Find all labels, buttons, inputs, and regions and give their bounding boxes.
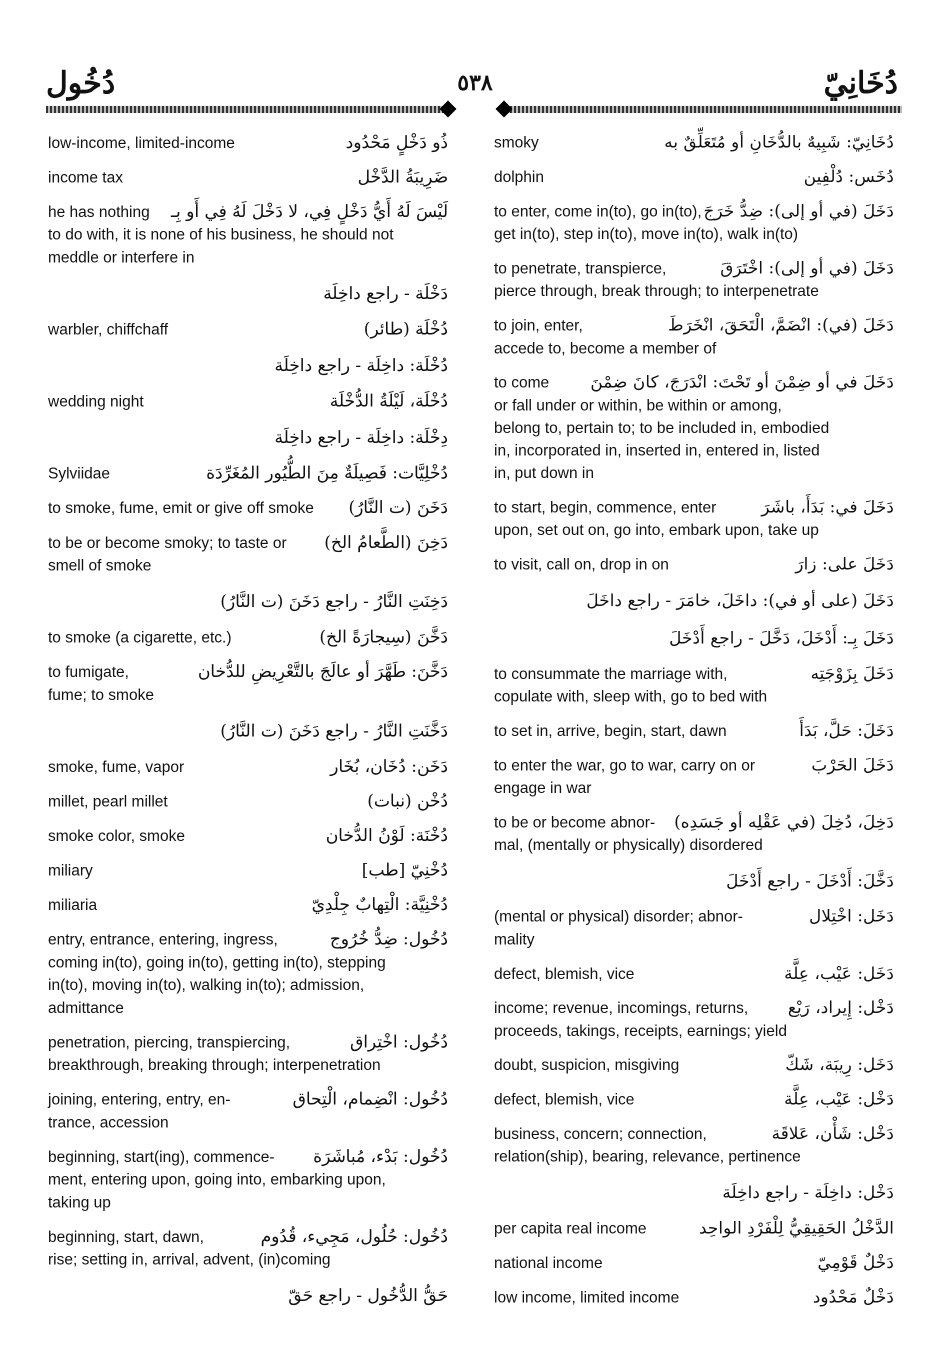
english-definition-line: proceeds, takings, receipts, earnings; yield bbox=[494, 1023, 787, 1040]
english-definition-line: penetration, piercing, transpiercing, bbox=[48, 1034, 291, 1052]
english-definition-line: entry, entrance, entering, ingress, bbox=[48, 931, 278, 949]
english-definition-line: smell of smoke bbox=[48, 557, 152, 575]
dictionary-entry bbox=[494, 554, 894, 577]
arabic-headword: ذُو دَخْلٍ مَحْدُود bbox=[345, 132, 448, 153]
english-definition-line: to enter, come in(to), go in(to), bbox=[494, 203, 702, 221]
dictionary-entry bbox=[48, 1032, 448, 1077]
arabic-headword: دُخْنِيّ [طب] bbox=[361, 860, 448, 881]
dictionary-entry bbox=[48, 532, 448, 577]
arabic-headword: دَخَنَ (ت النَّارُ) bbox=[348, 498, 448, 519]
header-left-word: دُخُول bbox=[46, 66, 116, 101]
english-definition-line: low income, limited income bbox=[494, 1289, 680, 1307]
dictionary-entry bbox=[494, 201, 894, 246]
english-definition-line: doubt, suspicion, misgiving bbox=[494, 1057, 680, 1075]
english-definition-line: to consummate the marriage with, bbox=[494, 666, 728, 683]
english-definition-line: meddle or interfere in bbox=[48, 249, 195, 267]
arabic-headword: الدَّخْلُ الحَقِيقِيُّ لِلْفَرْدِ الواحِد bbox=[699, 1218, 894, 1239]
english-definition-line: beginning, start, dawn, bbox=[48, 1229, 204, 1246]
dictionary-entry bbox=[494, 1054, 894, 1077]
english-definition-line: wedding night bbox=[48, 393, 144, 411]
arabic-headword: دُخُول: ضِدُّ خُرُوج bbox=[329, 929, 448, 950]
arabic-headword: دَخَّنَ: طَهَّرَ أو عالَجَ بالتَّعْرِيضِ للدُّخان bbox=[197, 662, 448, 683]
arabic-headword: دَخْلٌ قَوْمِيّ bbox=[817, 1253, 894, 1273]
arabic-headword: دُخُول: اخْتِراق bbox=[350, 1032, 448, 1053]
arabic-headword: دَخَلَ على: زارَ bbox=[795, 554, 894, 575]
english-definition-line: upon, set out on, go into, embark upon, take up bbox=[494, 522, 819, 540]
arabic-headword: دُخْلَة (طائر) bbox=[363, 319, 448, 340]
dictionary-entry bbox=[494, 963, 894, 986]
dictionary-entry bbox=[494, 997, 894, 1042]
english-definition-line: to enter the war, go to war, carry on or bbox=[494, 757, 756, 775]
arabic-headword: دَخَلَ الحَرْبَ bbox=[811, 755, 894, 776]
arabic-headword: دُخُول: انْضِمام، الْتِحاق bbox=[292, 1089, 448, 1110]
dictionary-entry bbox=[48, 929, 448, 1020]
dictionary-entry bbox=[48, 1146, 448, 1214]
page-number: ٥٣٨ bbox=[457, 70, 493, 96]
english-definition-line: to be or become smoky; to taste or bbox=[48, 534, 287, 552]
english-definition-line: to be or become abnor- bbox=[494, 814, 656, 832]
english-definition-line: (mental or physical) disorder; abnor- bbox=[494, 908, 743, 926]
arabic-headword: دَخِلَ، دُخِلَ (في عَقْلِه أو جَسَدِه) bbox=[674, 812, 894, 833]
cross-reference-entry: دَخَّلَ: أَدْخَلَ - راجع أَدْخَلَ bbox=[726, 871, 894, 892]
arabic-headword: دَخَن: دُخَان، بُخَار bbox=[330, 757, 448, 777]
english-definition-line: in, put down in bbox=[494, 465, 594, 483]
english-definition-line: smoke color, smoke bbox=[48, 828, 185, 846]
english-definition-line: coming in(to), going in(to), getting in(to), stepping bbox=[48, 954, 386, 972]
english-definition-line: belong to, pertain to; to be included in, embodied bbox=[494, 420, 830, 437]
cross-reference-entry: دَخَلَ (على أو في): داخَلَ، خامَرَ - راجع داخَلَ bbox=[586, 591, 894, 611]
english-definition-line: Sylviidae bbox=[48, 465, 111, 483]
english-definition-line: or fall under or within, be within or among, bbox=[494, 397, 782, 415]
english-definition-line: engage in war bbox=[494, 780, 592, 797]
cross-reference-entry: دَخَلَ بِـ: أَدْخَلَ، دَخَّلَ - راجع أَدْخَلَ bbox=[669, 628, 894, 649]
header-right-word: دُخَانِيّ bbox=[823, 66, 898, 101]
dictionary-entry bbox=[494, 1287, 894, 1310]
dictionary-entry bbox=[48, 627, 448, 650]
english-definition-line: low-income, limited-income bbox=[48, 134, 235, 152]
english-definition-line: in(to), moving in(to), walking in(to); admission, bbox=[48, 977, 365, 995]
arabic-headword: دَخَل: رِيبَة، شَكّ bbox=[785, 1055, 894, 1076]
arabic-headword: دُخْن (نبات) bbox=[367, 791, 448, 812]
arabic-headword: دُخْنَة: لَوْنُ الدُّخان bbox=[325, 826, 448, 846]
english-definition-line: get in(to), step in(to), move in(to), walk in(to) bbox=[494, 226, 799, 244]
english-definition-line: rise; setting in, arrival, advent, (in)coming bbox=[48, 1251, 331, 1269]
cross-reference-entry: دَخْلَة - راجع داخِلَة bbox=[323, 284, 448, 304]
english-definition-line: ment, entering upon, going into, embarking upon, bbox=[48, 1171, 386, 1189]
arabic-headword: دَخَلَ في أو ضِمْنَ أو تَحْتَ: انْدَرَجَ، كانَ ضِمْنَ bbox=[590, 372, 894, 393]
english-definition-line: defect, blemish, vice bbox=[494, 1091, 635, 1109]
dictionary-entry bbox=[48, 167, 448, 190]
dictionary-entry bbox=[494, 663, 894, 708]
dictionary-entry bbox=[494, 1218, 894, 1241]
header-rule-left bbox=[46, 100, 450, 120]
cross-reference-entry: دُخْلَة: داخِلَة - راجع داخِلَة bbox=[274, 356, 448, 376]
english-definition-line: to set in, arrive, begin, start, dawn bbox=[494, 723, 727, 740]
english-definition-line: joining, entering, entry, en- bbox=[48, 1091, 231, 1109]
dictionary-entry bbox=[494, 755, 894, 800]
dictionary-entry bbox=[494, 906, 894, 951]
english-definition-line: to smoke (a cigarette, etc.) bbox=[48, 629, 232, 647]
arabic-headword: دَخَلَ بِزَوْجَتِه bbox=[810, 664, 894, 684]
english-definition-line: to come bbox=[494, 374, 550, 392]
english-definition-line: dolphin bbox=[494, 169, 544, 187]
english-definition-line: accede to, become a member of bbox=[494, 340, 717, 358]
english-definition-line: to join, enter, bbox=[494, 317, 583, 335]
dictionary-entry bbox=[48, 894, 448, 917]
arabic-headword: دُخْلِيَّات: فَصِيلَةٌ مِنَ الطُّيُور المُغَرِّدَة bbox=[206, 463, 448, 484]
english-definition-line: he has nothing bbox=[48, 204, 150, 221]
dictionary-entry bbox=[48, 1089, 448, 1134]
english-definition-line: admittance bbox=[48, 1000, 124, 1017]
english-definition-line: to fumigate, bbox=[48, 664, 129, 682]
english-definition-line: to penetrate, transpierce, bbox=[494, 260, 667, 278]
arabic-headword: دَخَلَ في: بَدَأَ، باشَرَ bbox=[761, 497, 894, 518]
dictionary-entry bbox=[494, 1123, 894, 1168]
english-definition-line: copulate with, sleep with, go to bed with bbox=[494, 688, 768, 706]
arabic-headword: دَخَلَ: حَلَّ، بَدَأَ bbox=[799, 721, 894, 741]
dictionary-entry bbox=[48, 756, 448, 779]
english-definition-line: warbler, chiffchaff bbox=[48, 321, 169, 339]
arabic-headword: دُخْلَة، لَيْلَةُ الدُّخْلَة bbox=[329, 391, 448, 412]
dictionary-entry bbox=[494, 812, 894, 857]
cross-reference-entry: حَقُّ الدُّخُول - راجع حَقّ bbox=[288, 1286, 448, 1307]
cross-reference-entry: دِخْلَة: داخِلَة - راجع داخِلَة bbox=[274, 428, 448, 449]
left-column bbox=[48, 132, 448, 1321]
arabic-headword: دَخْلٌ مَحْدُود bbox=[812, 1287, 894, 1308]
header-rule-right bbox=[502, 100, 902, 120]
english-definition-line: relation(ship), bearing, relevance, pertinence bbox=[494, 1148, 801, 1166]
cross-reference-entry: دَخْل: داخِلَة - راجع داخِلَة bbox=[722, 1183, 894, 1203]
dictionary-entry bbox=[494, 166, 894, 189]
english-definition-line: breakthrough, breaking through; interpenetration bbox=[48, 1057, 381, 1075]
english-definition-line: income tax bbox=[48, 169, 123, 187]
dictionary-entry bbox=[48, 463, 448, 486]
arabic-headword: دَخَل: عَيْب، عِلَّة bbox=[784, 964, 894, 984]
right-column bbox=[494, 132, 894, 1321]
dictionary-entry bbox=[48, 391, 448, 414]
english-definition-line: miliary bbox=[48, 862, 93, 880]
arabic-headword: دُخَانِيّ: شَبِيهٌ بالدُّخَانِ أو مُتَعَلِّقٌ به bbox=[664, 132, 894, 153]
english-definition-line: defect, blemish, vice bbox=[494, 965, 635, 983]
dictionary-entry bbox=[48, 661, 448, 706]
arabic-headword: دَخِنَ (الطَّعامُ الخ) bbox=[324, 532, 448, 553]
dictionary-entry bbox=[48, 860, 448, 883]
english-definition-line: income; revenue, incomings, returns, bbox=[494, 1000, 749, 1018]
english-definition-line: to do with, it is none of his business, he should not bbox=[48, 226, 394, 244]
dictionary-entry bbox=[494, 372, 894, 485]
cross-reference-entry: دَخِنَتِ النَّارُ - راجع دَخَنَ (ت النَّارُ) bbox=[220, 592, 448, 612]
dictionary-entry bbox=[494, 1089, 894, 1112]
dictionary-entry bbox=[494, 315, 894, 360]
dictionary-entry bbox=[494, 720, 894, 743]
english-definition-line: to start, begin, commence, enter bbox=[494, 499, 717, 517]
arabic-headword: دَخَلَ (في): انْضَمَّ، الْتَحَقَ، انْخَرَطَ bbox=[667, 315, 894, 336]
dictionary-entry bbox=[48, 497, 448, 520]
arabic-headword: دَخَّنَ (سِيجارَةً الخ) bbox=[319, 627, 448, 648]
english-definition-line: to smoke, fume, emit or give off smoke bbox=[48, 500, 314, 518]
english-definition-line: fume; to smoke bbox=[48, 686, 154, 704]
cross-reference-entry: دَخَّنَتِ النَّارُ - راجع دَخَنَ (ت النَّارُ) bbox=[220, 721, 448, 742]
arabic-headword: دَخْل: عَيْب، عِلَّة bbox=[784, 1089, 894, 1110]
arabic-headword: لَيْسَ لَهُ أَيُّ دَخْلٍ فِي، لا دَخْلَ لَهُ فِي أَو بِـ bbox=[171, 202, 448, 222]
english-definition-line: miliaria bbox=[48, 897, 98, 915]
arabic-headword: دُخُول: حُلُول، مَجِيء، قُدُوم bbox=[260, 1227, 448, 1247]
dictionary-entry bbox=[494, 497, 894, 542]
dictionary-entry bbox=[494, 1252, 894, 1275]
dictionary-entry bbox=[494, 132, 894, 155]
english-definition-line: mal, (mentally or physically) disordered bbox=[494, 837, 763, 854]
english-definition-line: in, incorporated in, inserted in, entered in, listed bbox=[494, 442, 820, 460]
dictionary-entry bbox=[48, 201, 448, 269]
english-definition-line: smoke, fume, vapor bbox=[48, 759, 185, 776]
english-definition-line: mality bbox=[494, 931, 535, 949]
arabic-headword: دَخْل: إِيراد، رَيْع bbox=[787, 998, 894, 1019]
arabic-headword: ضَرِيبَةُ الدَّخْل bbox=[357, 167, 448, 188]
dictionary-entry bbox=[48, 825, 448, 848]
arabic-headword: دَخَل: اخْتِلال bbox=[809, 906, 894, 927]
english-definition-line: business, concern; connection, bbox=[494, 1126, 707, 1143]
english-definition-line: to visit, call on, drop in on bbox=[494, 556, 669, 574]
english-definition-line: millet, pearl millet bbox=[48, 793, 168, 811]
dictionary-entry bbox=[48, 1226, 448, 1271]
arabic-headword: دَخْل: شَأْن، عَلاقَة bbox=[771, 1124, 894, 1144]
dictionary-entry bbox=[48, 791, 448, 814]
arabic-headword: دَخَلَ (في أو إلى): اخْتَرَقَ bbox=[720, 258, 894, 279]
english-definition-line: smoky bbox=[494, 134, 539, 152]
english-definition-line: national income bbox=[494, 1255, 603, 1272]
english-definition-line: trance, accession bbox=[48, 1114, 169, 1132]
dictionary-entry bbox=[48, 132, 448, 155]
arabic-headword: دُخَس: دُلْفِين bbox=[803, 167, 894, 188]
dictionary-entry bbox=[494, 258, 894, 303]
english-definition-line: taking up bbox=[48, 1194, 111, 1212]
english-definition-line: per capita real income bbox=[494, 1220, 647, 1238]
arabic-headword: دُخُول: بَدْء، مُباشَرَة bbox=[313, 1147, 448, 1167]
english-definition-line: pierce through, break through; to interpenetrate bbox=[494, 283, 819, 301]
dictionary-entry bbox=[48, 319, 448, 342]
arabic-headword: دُخْنِيَّة: الْتِهابٌ جِلْدِيّ bbox=[311, 895, 448, 916]
diamond-ornament-icon bbox=[496, 101, 513, 118]
english-definition-line: beginning, start(ing), commence- bbox=[48, 1149, 275, 1166]
diamond-ornament-icon bbox=[440, 101, 457, 118]
arabic-headword: دَخَلَ (في أو إلى): ضِدُّ خَرَجَ bbox=[703, 201, 894, 222]
